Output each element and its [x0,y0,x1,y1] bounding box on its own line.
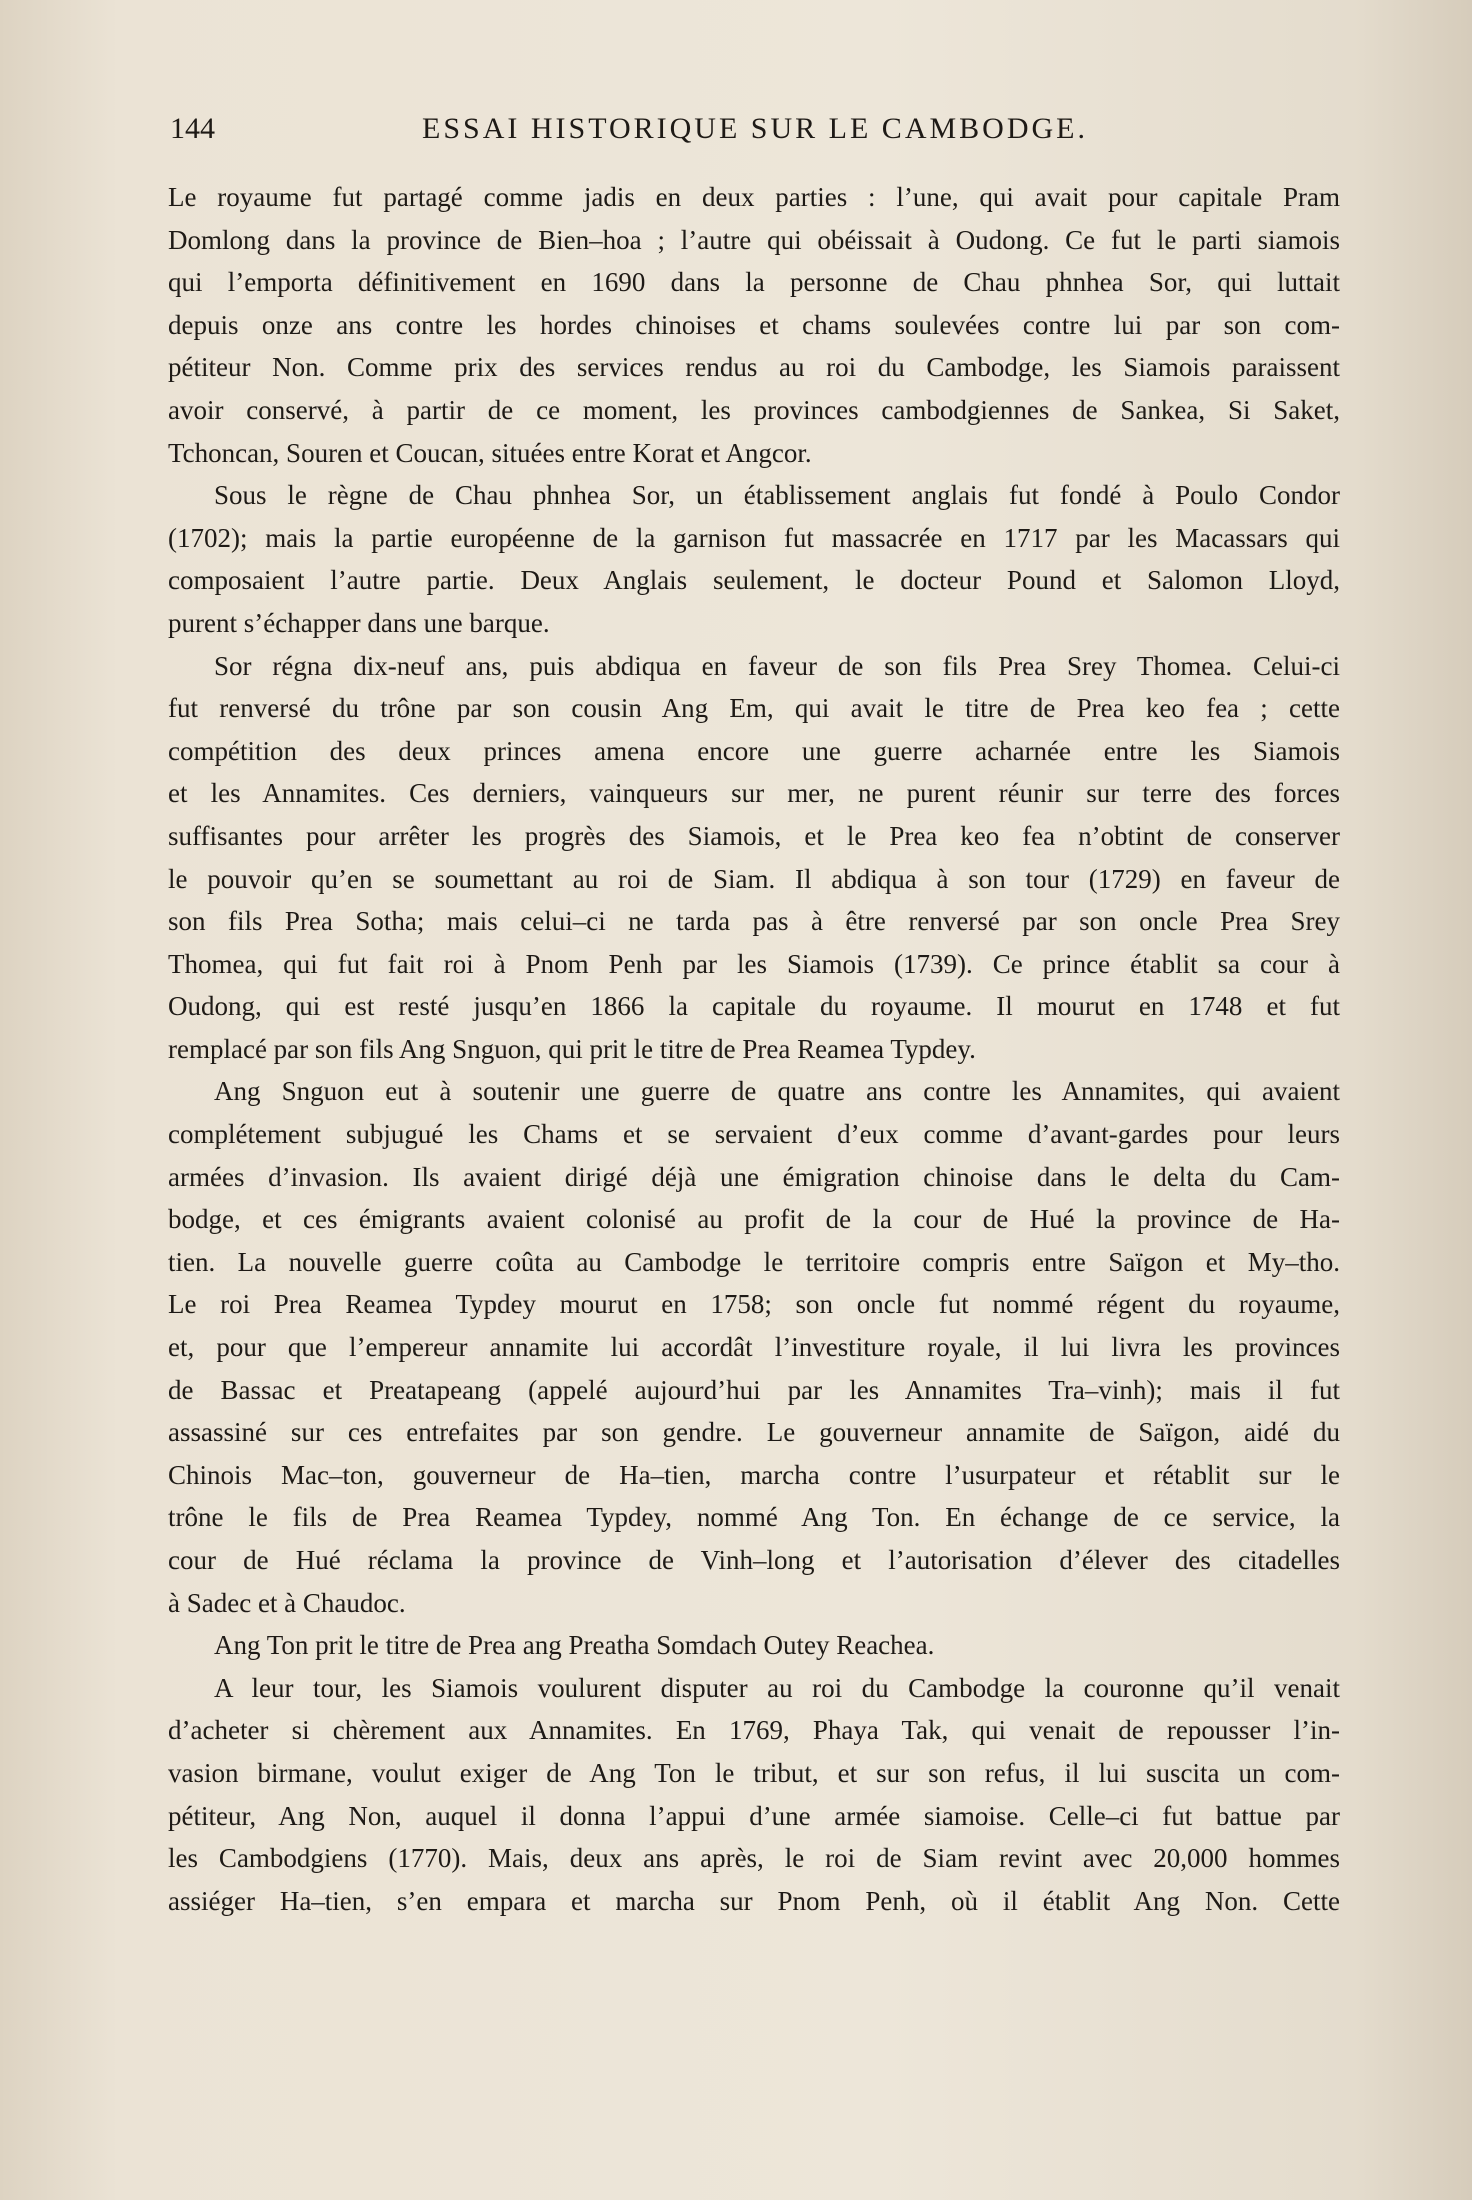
text-line: fut renversé du trône par son cousin Ang Em, qui avait le titre de Prea keo fea ; cette [168,693,1340,724]
text-line: Sor régna dix-neuf ans, puis abdiqua en faveur de son fils Prea Srey Thomea. Celui-ci [214,650,1340,681]
text-line: assassiné sur ces entrefaites par son gendre. Le gouverneur annamite de Saïgon, aidé du [168,1417,1340,1448]
text-line: depuis onze ans contre les hordes chinoises et chams soulevées contre lui par son com- [168,309,1340,340]
text-line: Thomea, qui fut fait roi à Pnom Penh par les Siamois (1739). Ce prince établit sa cour à [168,948,1340,979]
text-line: armées d’invasion. Ils avaient dirigé déjà une émigration chinoise dans le delta du Cam- [168,1161,1340,1192]
text-line: Ang Snguon eut à soutenir une guerre de quatre ans contre les Annamites, qui avaient [214,1076,1340,1107]
text-line: qui l’emporta définitivement en 1690 dans la personne de Chau phnhea Sor, qui luttait [168,267,1340,298]
text-line: purent s’échapper dans une barque. [168,607,550,638]
text-line: pétiteur Non. Comme prix des services rendus au roi du Cambodge, les Siamois paraissent [168,352,1340,383]
text-line: Sous le règne de Chau phnhea Sor, un établissement anglais fut fondé à Poulo Condor [214,480,1340,511]
text-line: Chinois Mac–ton, gouverneur de Ha–tien, marcha contre l’usurpateur et rétablit sur le [168,1459,1340,1490]
paragraph [168,176,1340,474]
text-line: avoir conservé, à partir de ce moment, les provinces cambodgiennes de Sankea, Si Saket, [168,394,1340,425]
text-line: (1702); mais la partie européenne de la garnison fut massacrée en 1717 par les Macassars qui [168,522,1340,553]
text-line: Le roi Prea Reamea Typdey mourut en 1758; son oncle fut nommé régent du royaume, [168,1289,1340,1320]
text-line: remplacé par son fils Ang Snguon, qui prit le titre de Prea Reamea Typdey. [168,1033,976,1064]
text-line: Domlong dans la province de Bien–hoa ; l’autre qui obéissait à Oudong. Ce fut le parti siamois [168,224,1340,255]
text-line: Ang Ton prit le titre de Prea ang Preatha Somdach Outey Reachea. [214,1630,935,1661]
text-line: suffisantes pour arrêter les progrès des Siamois, et le Prea keo fea n’obtint de conserver [168,820,1340,851]
paragraph [168,1624,1340,1667]
text-line: le pouvoir qu’en se soumettant au roi de Siam. Il abdiqua à son tour (1729) en faveur de [168,863,1340,894]
text-line: assiéger Ha–tien, s’en empara et marcha sur Pnom Penh, où il établit Ang Non. Cette [168,1885,1340,1916]
text-line: son fils Prea Sotha; mais celui–ci ne tarda pas à être renversé par son oncle Prea Srey [168,906,1340,937]
paragraph [168,1667,1340,1923]
text-line: vasion birmane, voulut exiger de Ang Ton le tribut, et sur son refus, il lui suscita un com- [168,1757,1340,1788]
text-line: trône le fils de Prea Reamea Typdey, nommé Ang Ton. En échange de ce service, la [168,1502,1340,1533]
text-line: à Sadec et à Chaudoc. [168,1587,406,1618]
text-line: compétition des deux princes amena encore une guerre acharnée entre les Siamois [168,735,1340,766]
text-line: complétement subjugué les Chams et se servaient d’eux comme d’avant-gardes pour leurs [168,1119,1340,1150]
text-line: tien. La nouvelle guerre coûta au Cambodge le territoire compris entre Saïgon et My–tho. [168,1246,1340,1277]
text-line: pétiteur, Ang Non, auquel il donna l’appui d’une armée siamoise. Celle–ci fut battue par [168,1800,1340,1831]
paragraph [168,474,1340,644]
text-line: Oudong, qui est resté jusqu’en 1866 la capitale du royaume. Il mourut en 1748 et fut [168,991,1340,1022]
text-line: et, pour que l’empereur annamite lui accordât l’investiture royale, il lui livra les provinces [168,1332,1340,1363]
page-number: 144 [170,112,215,145]
text-line: les Cambodgiens (1770). Mais, deux ans après, le roi de Siam revint avec 20,000 hommes [168,1843,1340,1874]
text-line: Le royaume fut partagé comme jadis en deux parties : l’une, qui avait pour capitale Pram [168,182,1340,212]
paragraph [168,1070,1340,1624]
text-line: composaient l’autre partie. Deux Anglais seulement, le docteur Pound et Salomon Lloyd, [168,565,1340,596]
paragraph [168,645,1340,1071]
text-line: de Bassac et Preatapeang (appelé aujourd’hui par les Annamites Tra–vinh); mais il fut [168,1374,1340,1405]
text-line: A leur tour, les Siamois voulurent disputer au roi du Cambodge la couronne qu’il venait [214,1672,1340,1703]
text-line: bodge, et ces émigrants avaient colonisé au profit de la cour de Hué la province de Ha- [168,1204,1340,1235]
text-line: d’acheter si chèrement aux Annamites. En 1769, Phaya Tak, qui venait de repousser l’in- [168,1715,1340,1746]
text-line: cour de Hué réclama la province de Vinh–long et l’autorisation d’élever des citadelles [168,1545,1340,1575]
running-header [170,112,1340,152]
body-text [168,176,1340,1922]
text-line: et les Annamites. Ces derniers, vainqueurs sur mer, ne purent réunir sur terre des forces [168,778,1340,809]
running-title: ESSAI HISTORIQUE SUR LE CAMBODGE. [422,112,1088,145]
text-line: Tchoncan, Souren et Coucan, situées entre Korat et Angcor. [168,437,812,468]
